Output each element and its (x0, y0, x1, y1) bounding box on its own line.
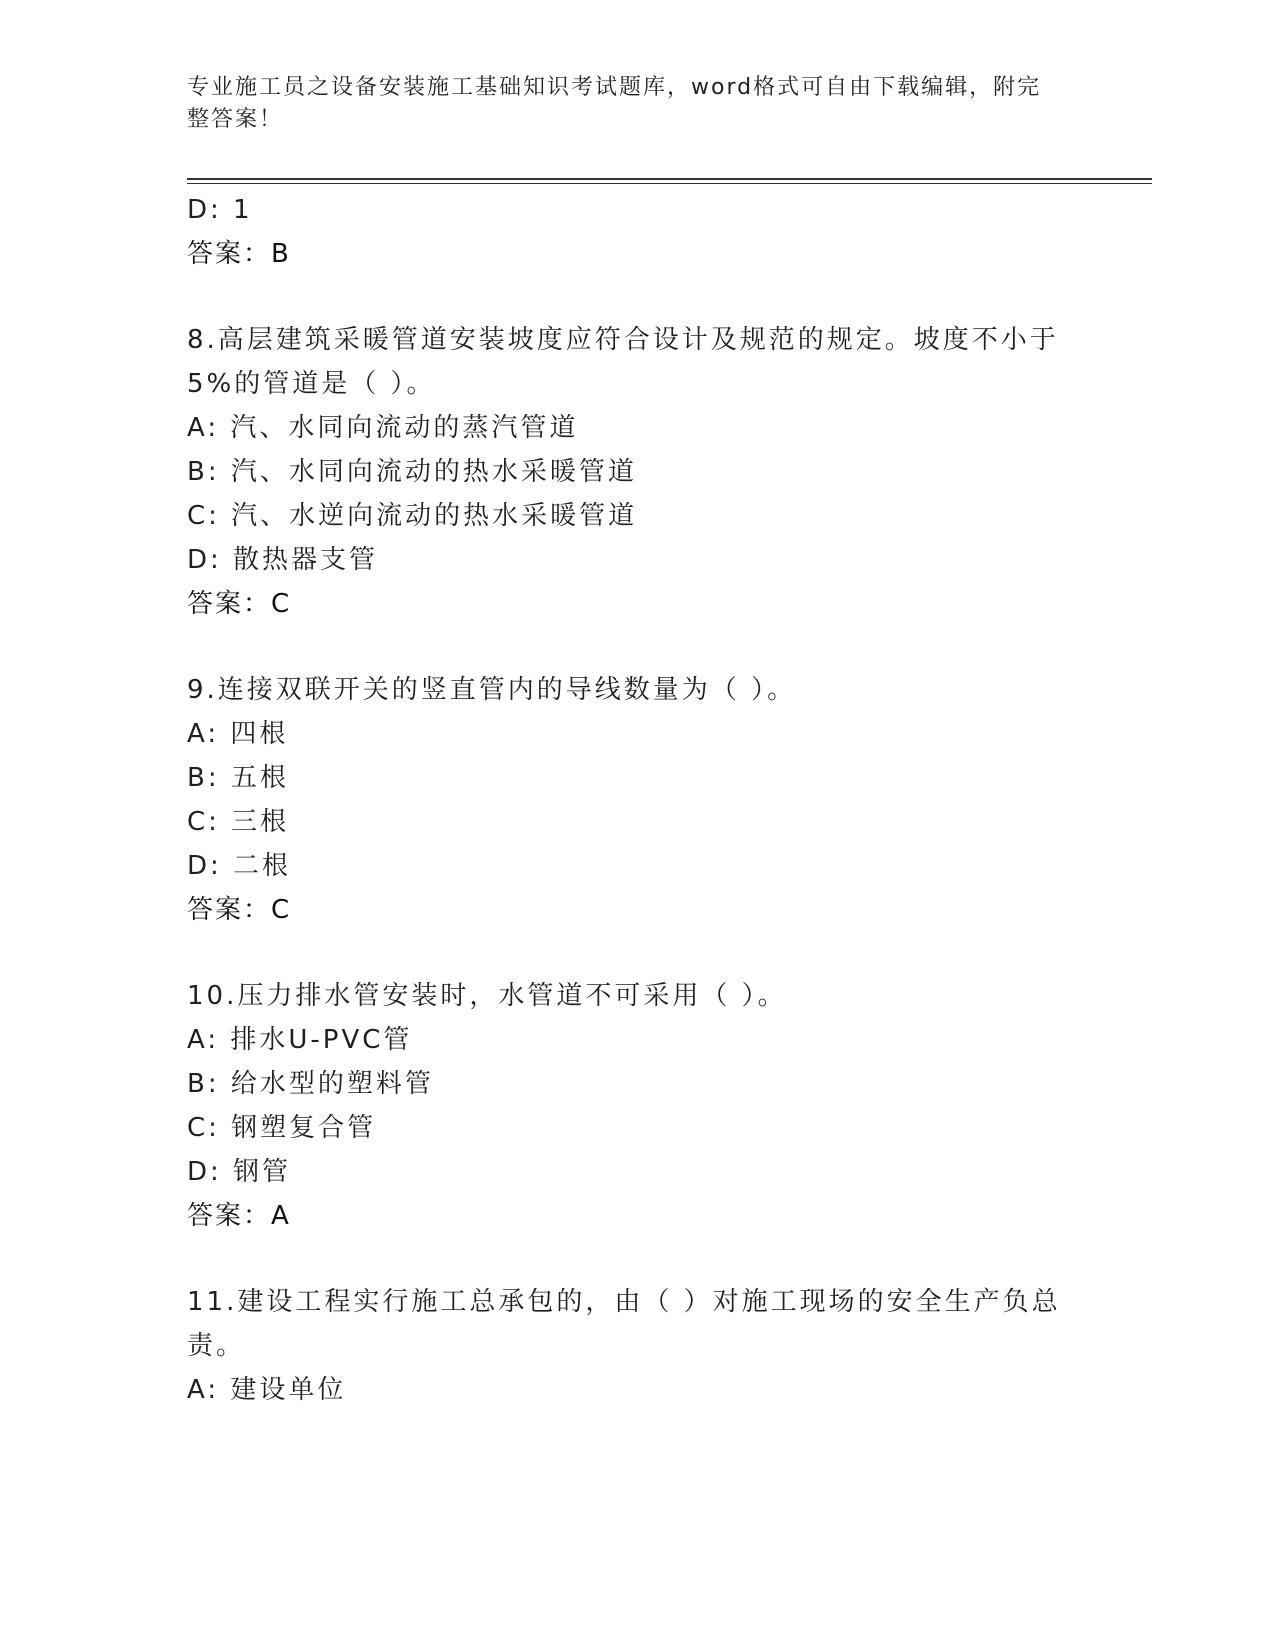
prev-answer: 答案：B (187, 239, 291, 269)
q9-option-a: A: 四根 (187, 719, 289, 749)
q8-stem-line-2: 5%的管道是（ ）。 (187, 369, 436, 399)
q10-stem-line-1: 10.压力排水管安装时，水管道不可采用（ ）。 (187, 981, 787, 1011)
header-divider-thin (187, 183, 1152, 184)
q9-option-c: C: 三根 (187, 807, 290, 837)
q9-option-d: D: 二根 (187, 851, 292, 881)
q8-option-c: C: 汽、水逆向流动的热水采暖管道 (187, 501, 638, 531)
q8-option-d: D: 散热器支管 (187, 545, 379, 575)
document-header (187, 72, 1067, 136)
q10-option-c: C: 钢塑复合管 (187, 1113, 377, 1143)
q8-stem-line-1: 8.高层建筑采暖管道安装坡度应符合设计及规范的规定。坡度不小于 (187, 325, 1059, 355)
header-line-2: 整答案！ (187, 107, 284, 132)
q10-option-a: A: 排水U-PVC管 (187, 1025, 413, 1055)
q8-option-b: B: 汽、水同向流动的热水采暖管道 (187, 457, 637, 487)
q10-option-b: B: 给水型的塑料管 (187, 1069, 434, 1099)
q11-stem-line-2: 责。 (187, 1331, 246, 1361)
header-line-1: 专业施工员之设备安装施工基础知识考试题库，word格式可自由下载编辑，附完 (187, 75, 1042, 100)
prev-option-d: D: 1 (187, 195, 253, 225)
q8-option-a: A: 汽、水同向流动的蒸汽管道 (187, 413, 579, 443)
q10-answer: 答案：A (187, 1201, 291, 1231)
q11-option-a: A: 建设单位 (187, 1375, 347, 1405)
q11-stem-line-1: 11.建设工程实行施工总承包的，由（ ）对施工现场的安全生产负总 (187, 1287, 1061, 1317)
q9-stem-line-1: 9.连接双联开关的竖直管内的导线数量为（ ）。 (187, 675, 797, 705)
header-divider-thick (187, 178, 1152, 180)
q9-answer: 答案：C (187, 895, 292, 925)
q9-option-b: B: 五根 (187, 763, 289, 793)
q10-option-d: D: 钢管 (187, 1157, 292, 1187)
q8-answer: 答案：C (187, 589, 292, 619)
